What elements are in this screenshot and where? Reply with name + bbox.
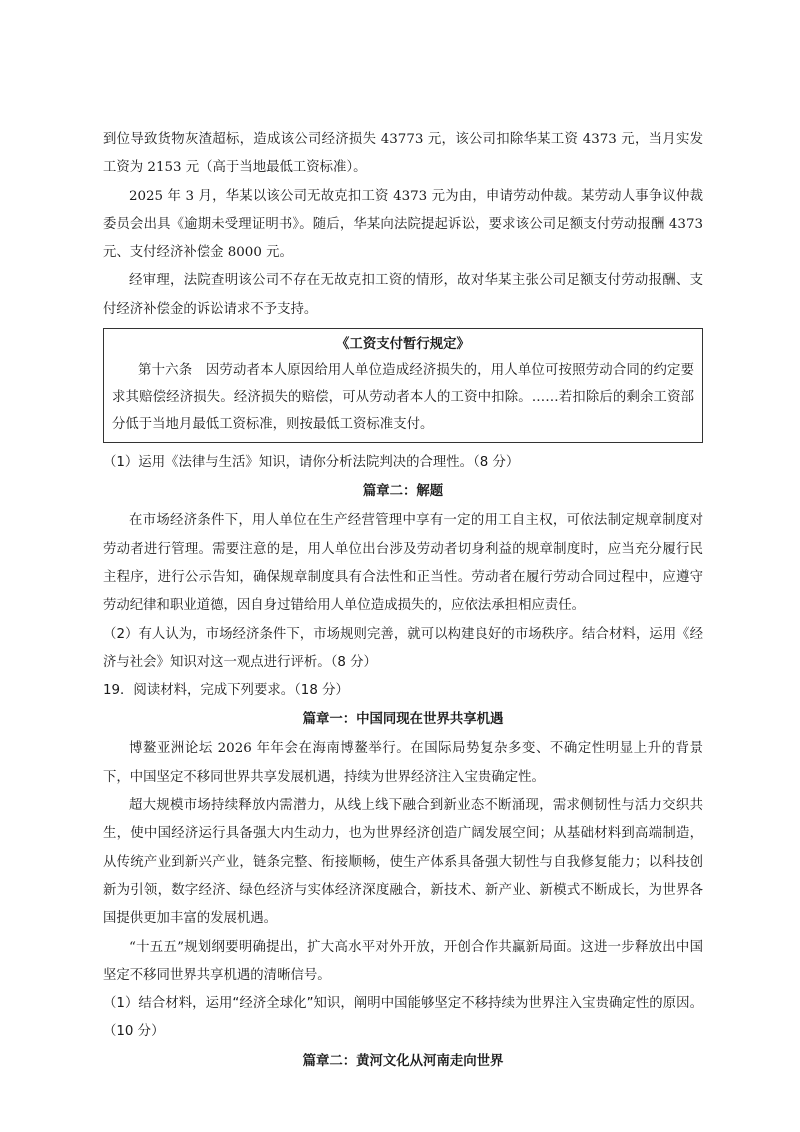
case-paragraph-2: 2025 年 3 月，华某以该公司无故克扣工资 4373 元为由，申请劳动仲裁。某劳动人事争议仲裁委员会出具《逾期未受理证明书》。随后，华某向法院提起诉讼，要求该公司足额支付劳动报酬 4373 元、支付经济补偿金 8000 元。 <box>103 188 703 261</box>
question-19: 19．阅读材料，完成下列要求。（18 分） <box>103 683 349 699</box>
case-paragraph-1: 到位导致货物灰渣超标，造成该公司经济损失 43773 元，该公司扣除华某工资 4373 元，当月实发工资为 2153 元（高于当地最低工资标准）。 <box>103 132 703 176</box>
regulation-body: 第十六条 因劳动者本人原因给用人单位造成经济损失的，用人单位可按照劳动合同的约定要求其赔偿经济损失。经济损失的赔偿，可从劳动者本人的工资中扣除。……若扣除后的剩余工资部分低于当地月最低工资标准，则按最低工资标准支付。 <box>112 363 694 433</box>
chapter-1-paragraph-2: 超大规模市场持续释放内需潜力，从线上线下融合到新业态不断涌现，需求侧韧性与活力交织共生，使中国经济运行具备强大内生动力，也为世界经济创造广阔发展空间；从基础材料到高端制造，从传统产业到新兴产业，链条完整、衔接顺畅，使生产体系具备强大韧性与自我修复能力；以科技创新为引领，数字经济、绿色经济与实体经济深度融合，新技术、新产业、新模式不断成长，为世界各国提供更加丰富的发展机遇。 <box>103 798 703 927</box>
question-2: （2）有人认为，市场经济条件下，市场规则完善，就可以构建良好的市场秩序。结合材料，运用《经济与社会》知识对这一观点进行评析。（8 分） <box>103 626 703 670</box>
regulation-title: 《工资支付暂行规定》 <box>336 336 470 353</box>
chapter-2b-heading: 篇章二：黄河文化从河南走向世界 <box>302 1053 504 1069</box>
case-paragraph-3: 经审理，法院查明该公司不存在无故克扣工资的情形，故对华某主张公司足额支付劳动报酬、支付经济补偿金的诉讼请求不予支持。 <box>103 273 703 317</box>
chapter-2-heading: 篇章二：解题 <box>362 484 444 500</box>
chapter-2-paragraph: 在市场经济条件下，用人单位在生产经营管理中享有一定的用工自主权，可依法制定规章制度对劳动者进行管理。需要注意的是，用人单位出台涉及劳动者切身利益的规章制度时，应当充分履行民主程序，进行公示告知，确保规章制度具有合法性和正当性。劳动者在履行劳动合同过程中，应遵守劳动纪律和职业道德，因自身过错给用人单位造成损失的，应依法承担相应责任。 <box>103 513 703 614</box>
page-content <box>103 126 703 1077</box>
chapter-1-heading: 篇章一：中国同现在世界共享机遇 <box>302 712 504 728</box>
question-1: （1）运用《法律与生活》知识，请你分析法院判决的合理性。（8 分） <box>103 455 520 471</box>
chapter-1-paragraph-3: “十五五”规划纲要明确提出，扩大高水平对外开放，开创合作共赢新局面。这进一步释放出中国坚定不移同世界共享机遇的清晰信号。 <box>103 939 703 983</box>
regulation-box <box>103 328 703 443</box>
chapter-1-paragraph-1: 博鳌亚洲论坛 2026 年年会在海南博鳌举行。在国际局势复杂多变、不确定性明显上升的背景下，中国坚定不移同世界共享发展机遇，持续为世界经济注入宝贵确定性。 <box>103 741 703 785</box>
question-19-1: （1）结合材料，运用“经济全球化”知识，阐明中国能够坚定不移持续为世界注入宝贵确定性的原因。（10 分） <box>103 996 703 1040</box>
